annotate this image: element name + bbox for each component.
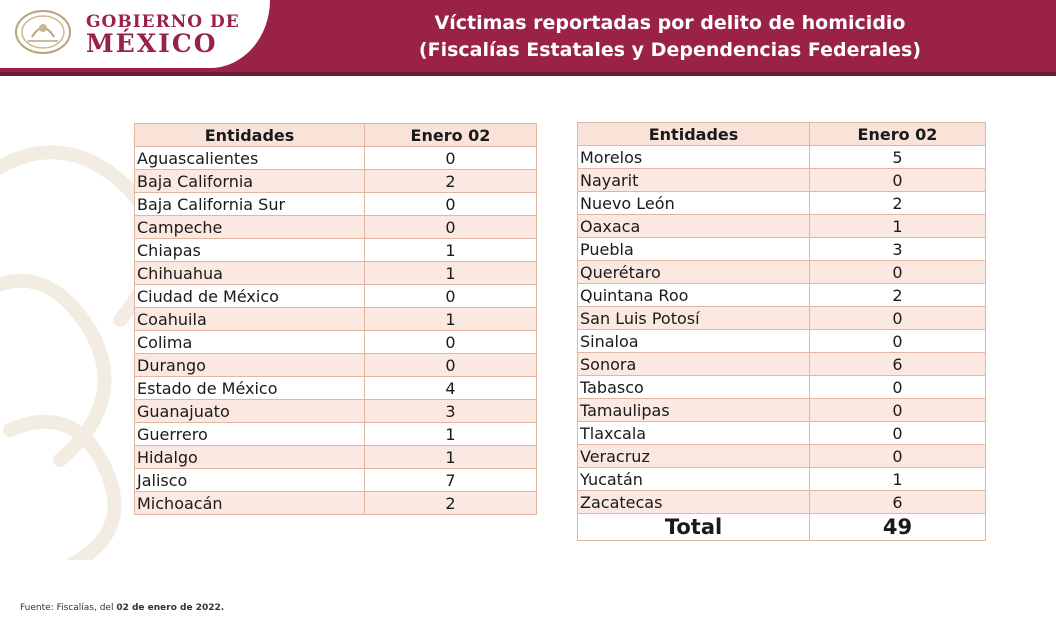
victim-count-cell: 1	[365, 446, 537, 469]
victim-count-cell: 1	[810, 215, 986, 238]
table-row	[135, 170, 537, 193]
victim-count-cell: 0	[365, 285, 537, 308]
entity-name-cell: Jalisco	[135, 469, 365, 492]
victim-count-cell: 1	[365, 423, 537, 446]
entity-name-cell: Veracruz	[578, 445, 810, 468]
victim-count-cell: 0	[810, 261, 986, 284]
table-row	[135, 193, 537, 216]
entity-name-cell: Sinaloa	[578, 330, 810, 353]
table-right	[577, 122, 986, 541]
victim-count-cell: 3	[810, 238, 986, 261]
table-row	[135, 147, 537, 170]
table-row	[578, 376, 986, 399]
total-label: Total	[578, 514, 810, 541]
table-header-row	[578, 123, 986, 146]
entity-name-cell: Ciudad de México	[135, 285, 365, 308]
header-stripe	[0, 72, 1056, 76]
table-row	[578, 422, 986, 445]
entity-name-cell: Sonora	[578, 353, 810, 376]
table-row	[578, 491, 986, 514]
table-row	[135, 308, 537, 331]
total-row	[578, 514, 986, 541]
title-line-1: Víctimas reportadas por delito de homicidio	[434, 12, 906, 34]
table-row	[135, 216, 537, 239]
entity-name-cell: Aguascalientes	[135, 147, 365, 170]
column-header-entidades: Entidades	[578, 123, 810, 146]
column-header-enero: Enero 02	[810, 123, 986, 146]
logo-panel	[0, 0, 270, 68]
entity-name-cell: Chiapas	[135, 239, 365, 262]
victim-count-cell: 0	[365, 354, 537, 377]
victim-count-cell: 6	[810, 491, 986, 514]
entity-name-cell: San Luis Potosí	[578, 307, 810, 330]
victim-count-cell: 3	[365, 400, 537, 423]
entity-name-cell: Tabasco	[578, 376, 810, 399]
victim-count-cell: 4	[365, 377, 537, 400]
victim-count-cell: 5	[810, 146, 986, 169]
title-line-2: (Fiscalías Estatales y Dependencias Federales)	[418, 39, 922, 61]
table-row	[135, 423, 537, 446]
entity-name-cell: Guanajuato	[135, 400, 365, 423]
victim-count-cell: 1	[810, 468, 986, 491]
page-title	[300, 10, 1040, 64]
entity-name-cell: Querétaro	[578, 261, 810, 284]
table-row	[135, 446, 537, 469]
table-row	[135, 400, 537, 423]
logo-line-mexico: MÉXICO	[86, 29, 218, 58]
table-row	[578, 307, 986, 330]
table-row	[578, 146, 986, 169]
table-row	[135, 239, 537, 262]
entity-name-cell: Nuevo León	[578, 192, 810, 215]
entity-name-cell: Tlaxcala	[578, 422, 810, 445]
table-row	[135, 262, 537, 285]
victim-count-cell: 0	[810, 445, 986, 468]
entity-name-cell: Coahuila	[135, 308, 365, 331]
victim-count-cell: 0	[810, 399, 986, 422]
victim-count-cell: 1	[365, 308, 537, 331]
victim-count-cell: 0	[365, 216, 537, 239]
entity-name-cell: Durango	[135, 354, 365, 377]
total-value: 49	[810, 514, 986, 541]
table-row	[135, 377, 537, 400]
table-row	[578, 399, 986, 422]
victim-count-cell: 6	[810, 353, 986, 376]
victim-count-cell: 0	[810, 376, 986, 399]
entity-name-cell: Chihuahua	[135, 262, 365, 285]
table-left	[134, 123, 537, 515]
footnote-prefix: Fuente: Fiscalías, del	[20, 603, 117, 613]
entity-name-cell: Puebla	[578, 238, 810, 261]
table-row	[578, 284, 986, 307]
column-header-entidades: Entidades	[135, 124, 365, 147]
entity-name-cell: Zacatecas	[578, 491, 810, 514]
victim-count-cell: 0	[810, 307, 986, 330]
entity-name-cell: Baja California Sur	[135, 193, 365, 216]
victim-count-cell: 0	[365, 147, 537, 170]
table-row	[578, 238, 986, 261]
logo-line-gobierno: GOBIERNO DE	[86, 12, 240, 32]
victim-count-cell: 1	[365, 239, 537, 262]
victim-count-cell: 0	[810, 169, 986, 192]
table-row	[578, 215, 986, 238]
column-header-enero: Enero 02	[365, 124, 537, 147]
table-row	[135, 492, 537, 515]
entity-name-cell: Guerrero	[135, 423, 365, 446]
entity-name-cell: Hidalgo	[135, 446, 365, 469]
victim-count-cell: 7	[365, 469, 537, 492]
victim-count-cell: 0	[810, 330, 986, 353]
table-row	[135, 331, 537, 354]
victim-count-cell: 2	[365, 492, 537, 515]
footnote-date: 02 de enero de 2022.	[116, 603, 225, 613]
entity-name-cell: Baja California	[135, 170, 365, 193]
table-header-row	[135, 124, 537, 147]
entity-name-cell: Tamaulipas	[578, 399, 810, 422]
table-row	[578, 330, 986, 353]
table-row	[578, 192, 986, 215]
table-row	[135, 354, 537, 377]
entity-name-cell: Colima	[135, 331, 365, 354]
table-row	[578, 468, 986, 491]
entity-name-cell: Quintana Roo	[578, 284, 810, 307]
entity-name-cell: Morelos	[578, 146, 810, 169]
victim-count-cell: 2	[365, 170, 537, 193]
victim-count-cell: 1	[365, 262, 537, 285]
victim-count-cell: 2	[810, 192, 986, 215]
entity-name-cell: Nayarit	[578, 169, 810, 192]
entity-name-cell: Michoacán	[135, 492, 365, 515]
entity-name-cell: Estado de México	[135, 377, 365, 400]
table-row	[578, 445, 986, 468]
table-row	[578, 261, 986, 284]
national-seal-icon	[14, 9, 72, 55]
source-footnote	[20, 603, 224, 613]
victim-count-cell: 2	[810, 284, 986, 307]
entity-name-cell: Yucatán	[578, 468, 810, 491]
table-row	[135, 285, 537, 308]
entity-name-cell: Oaxaca	[578, 215, 810, 238]
victim-count-cell: 0	[810, 422, 986, 445]
table-row	[135, 469, 537, 492]
victim-count-cell: 0	[365, 331, 537, 354]
entity-name-cell: Campeche	[135, 216, 365, 239]
table-row	[578, 169, 986, 192]
victim-count-cell: 0	[365, 193, 537, 216]
table-row	[578, 353, 986, 376]
